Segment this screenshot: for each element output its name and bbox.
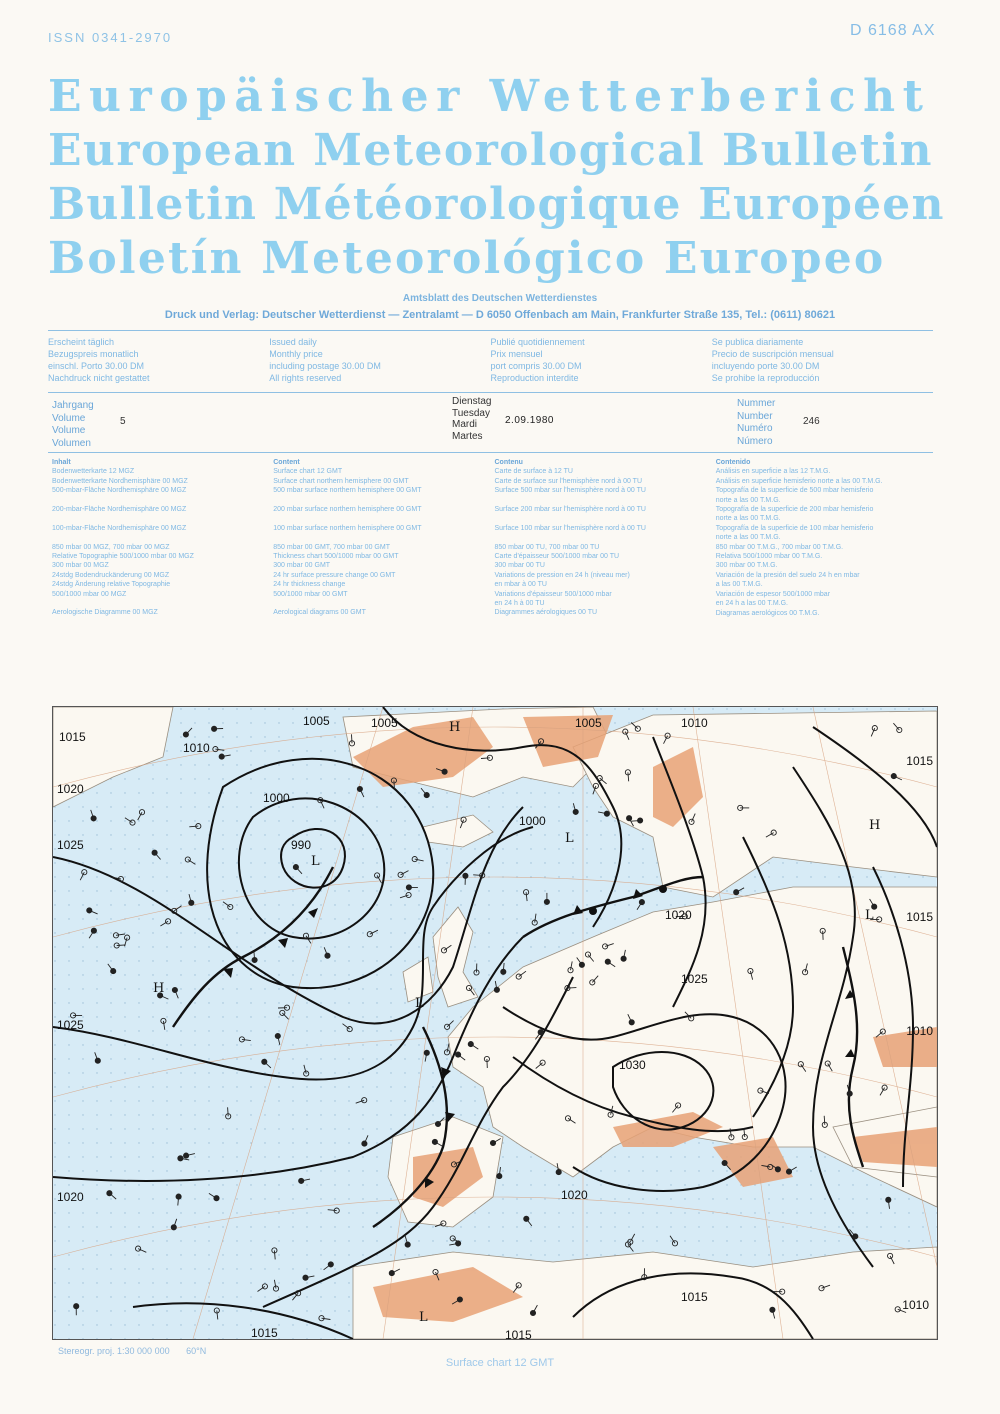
- wind-barb: [473, 875, 482, 876]
- contents-item: Bodenwetterkarte Nordhemisphäre 00 MGZ: [52, 477, 188, 485]
- projection-scale: Stereogr. proj. 1:30 000 000: [58, 1346, 170, 1356]
- wind-barb: [117, 945, 126, 946]
- contents-item: Bodenwetterkarte 12 MGZ: [52, 468, 135, 476]
- low-pressure-center: L: [419, 1310, 428, 1325]
- contents-item: 500-mbar-Fläche Nordhemisphäre 00 MGZ: [52, 487, 187, 495]
- contents-item: Variations d'épaisseur 500/1000 mbar: [494, 590, 612, 598]
- isobar-label: 990: [291, 838, 312, 852]
- isobar-label: 1015: [906, 910, 933, 924]
- wind-barb: [567, 988, 576, 989]
- contents-item: norte a las 00 T.M.G.: [715, 515, 781, 523]
- volume-labels: Jahrgang Volume Volume Volumen: [52, 400, 94, 449]
- contents-item: Relativa 500/1000 mbar 00 T.M.G.: [715, 553, 823, 561]
- contents-item: 500/1000 mbar 00 GMT: [273, 590, 348, 598]
- contents-item: Carte d'épaisseur 500/1000 mbar 00 TU: [494, 553, 620, 561]
- contents-item: Diagrammes aérologiques 00 TU: [494, 609, 598, 617]
- high-pressure-center: H: [449, 720, 461, 735]
- low-pressure-center: L: [311, 854, 320, 869]
- isobar-label: 1005: [575, 716, 602, 730]
- station-circle: [775, 1167, 780, 1172]
- volume-number: 5: [120, 416, 126, 427]
- isobar-label: 1015: [505, 1328, 532, 1339]
- divider: [48, 452, 933, 453]
- isobar-label: 1025: [681, 972, 708, 986]
- contents-item: 24 hr surface pressure change 00 GMT: [273, 571, 396, 579]
- publication-info-en: Issued daily Monthly price including postage 30.00 DM All rights reserved: [269, 337, 381, 383]
- weekday-labels: Dienstag Tuesday Mardi Martes: [452, 396, 492, 442]
- contents-item: [52, 599, 273, 608]
- isobar-label: 1010: [906, 1024, 933, 1038]
- publisher-line: Druck und Verlag: Deutscher Wetterdienst — Zentralamt — D 6050 Offenbach am Main, Frankfurter Straße 135, Tel.: (0611) 80621: [164, 309, 836, 321]
- contents-item: Topografía de la superficie de 500 mbar hemisferio: [715, 487, 874, 495]
- publication-info: [48, 336, 933, 384]
- title-english: European Meteorological Bulletin: [48, 125, 933, 176]
- contents-item: 200 mbar surface northern hemisphere 00 GMT: [273, 506, 422, 514]
- map-caption: Surface chart 12 GMT: [445, 1357, 555, 1369]
- isobar-label: 1020: [57, 782, 84, 796]
- contents-item: Thickness chart 500/1000 mbar 00 GMT: [273, 553, 399, 561]
- contents-item: 200-mbar-Fläche Nordhemisphäre 00 MGZ: [52, 506, 187, 514]
- isobar-label: 1005: [371, 716, 398, 730]
- high-pressure-center: H: [869, 818, 881, 833]
- contents-item: Surface 200 mbar sur l'hemisphère nord à 00 TU: [494, 506, 646, 514]
- isobar-label: 1010: [183, 741, 210, 755]
- station-circle: [468, 1042, 473, 1047]
- latitude-note: 60°N: [186, 1346, 207, 1356]
- contents-item: Aerologische Diagramme 00 MGZ: [52, 609, 158, 617]
- contents-item: 300 mbar 00 TU: [494, 562, 545, 570]
- isobar-label: 1025: [57, 1018, 84, 1032]
- wind-barb: [394, 781, 395, 790]
- isobar-label: 1015: [681, 1290, 708, 1304]
- contents-item: [52, 496, 273, 505]
- wind-barb: [352, 734, 353, 743]
- publication-info-es: Se publica diariamente Precio de suscripción mensual incluyendo porte 30.00 DM Se prohibe la reproducción: [711, 337, 834, 383]
- isobar-label: 1000: [519, 814, 546, 828]
- contents-item: 100-mbar-Fläche Nordhemisphäre 00 MGZ: [52, 524, 187, 532]
- contents-item: [52, 514, 273, 523]
- isobar-label: 1010: [902, 1298, 929, 1312]
- contents-item: 24stdg Änderung relative Topographie: [52, 581, 171, 589]
- contents-item: en 24 h a las 00 T.M.G.: [715, 600, 788, 608]
- issue-date: 2.09.1980: [505, 415, 554, 426]
- isobar-label: 1020: [561, 1188, 588, 1202]
- isobar-label: 1010: [681, 716, 708, 730]
- contents-item: 24stdg Bodendruckänderung 00 MGZ: [52, 571, 170, 579]
- publication-info-de: Erscheint täglich Bezugspreis monatlich einschl. Porto 30.00 DM Nachdruck nicht gestattet: [48, 337, 150, 383]
- station-circle: [629, 1020, 634, 1025]
- contents-item: Surface chart northern hemisphere 00 GMT: [273, 477, 409, 485]
- contents-es: Contenido Análisis en superficie a las 12 T.M.G. Análisis en superficie hemisferio norte a las 00 T.M.G. Topografía de la superficie de 500 mbar hemisferio norte a las 00 T.M.G. Topografía de la superficie de 200 mbar hemisferio norte a las 00 T.M.G. Topografía de la superficie de 100 mbar hemisferio norte a las 00 T.M.G. 850 mbar 00 T.M.G., 700 mbar 00 T.M.G. Relativa 500/1000 mbar 00 T.M.G. 300 mbar 00 T.M.G. Variación de la presión del suelo 24 h en mbar a las 00 T.M.G. Variación de espesor 500/1000 mbar en 24 h a las 00 T.M.G. Diagramas aerológicos 00 T.M.G.: [716, 458, 937, 618]
- isobar-label: 1015: [59, 730, 86, 744]
- contents-item: Surface chart 12 GMT: [273, 468, 343, 476]
- publication-info-fr: Publié quotidiennement Prix mensuel port compris 30.00 DM Reproduction interdite: [490, 337, 585, 383]
- contents-item: Variación de la presión del suelo 24 h en mbar: [715, 571, 860, 579]
- station-circle: [171, 1225, 176, 1230]
- contents-item: 300 mbar 00 MGZ: [52, 562, 109, 570]
- contents-item: Relative Topographie 500/1000 mbar 00 MGZ: [52, 553, 194, 561]
- contents-item: Surface 500 mbar sur l'hemisphère nord à 00 TU: [494, 487, 646, 495]
- contents-item: [52, 533, 273, 542]
- contents-item: Surface 100 mbar sur l'hemisphère nord à 00 TU: [494, 524, 646, 532]
- station-circle: [627, 816, 632, 821]
- contents-item: 500 mbar surface northern hemisphere 00 GMT: [273, 487, 422, 495]
- contents-item: [495, 514, 716, 523]
- divider: [48, 330, 933, 331]
- contents-item: norte a las 00 T.M.G.: [715, 534, 781, 542]
- isobar-label: 1015: [251, 1326, 278, 1339]
- title-spanish: Boletín Meteorológico Europeo: [48, 233, 886, 284]
- official-gazette-line: Amtsblatt des Deutschen Wetterdienstes: [402, 293, 598, 304]
- contents-item: 850 mbar 00 TU, 700 mbar 00 TU: [494, 543, 600, 551]
- isobar-label: 1000: [263, 791, 290, 805]
- contents-item: [495, 533, 716, 542]
- contents-item: Diagramas aerológicos 00 T.M.G.: [715, 609, 820, 617]
- station-circle: [189, 900, 194, 905]
- contents-item: Topografía de la superficie de 200 mbar hemisferio: [715, 506, 874, 514]
- isobar-label: 1030: [619, 1058, 646, 1072]
- contents-item: Topografía de la superficie de 100 mbar hemisferio: [715, 524, 874, 532]
- station-circle: [639, 900, 644, 905]
- contents-item: [273, 599, 494, 608]
- station-circle: [573, 809, 578, 814]
- wind-barb: [824, 1116, 825, 1125]
- contents-item: [495, 496, 716, 505]
- contents-item: 500/1000 mbar 00 MGZ: [52, 590, 127, 598]
- isobar-label: 1025: [57, 838, 84, 852]
- title-german: Europäischer Wetterbericht: [48, 71, 931, 122]
- contents-item: 850 mbar 00 T.M.G., 700 mbar 00 T.M.G.: [715, 543, 844, 551]
- weather-map-svg: [53, 707, 937, 1339]
- contents-en: Content Surface chart 12 GMT Surface chart northern hemisphere 00 GMT 500 mbar surface northern hemisphere 00 GMT 200 mbar surface northern hemisphere 00 GMT 100 mbar surface northern hemisphere 00 GMT 850 mbar 00 GMT, 700 mbar 00 GMT Thickness chart 500/1000 mbar 00 GMT 300 mbar 00 GMT 24 hr surface pressure change 00 GMT 24 hr thickness change 500/1000 mbar 00 GMT Aerological diagrams 00 GMT: [273, 458, 494, 618]
- contents-item: Carte de surface sur l'hemisphère nord à 00 TU: [494, 477, 643, 485]
- surface-weather-map: [52, 706, 938, 1340]
- contents-item: Aerological diagrams 00 GMT: [273, 609, 366, 617]
- contents-item: Variación de espesor 500/1000 mbar: [715, 590, 831, 598]
- contents-item: [273, 514, 494, 523]
- contents-item: 100 mbar surface northern hemisphere 00 GMT: [273, 524, 422, 532]
- wind-barb: [228, 1107, 229, 1116]
- station-circle: [91, 928, 96, 933]
- table-of-contents: [52, 458, 937, 618]
- contents-item: Análisis en superficie hemisferio norte a las 00 T.M.G.: [715, 477, 883, 485]
- contents-item: a las 00 T.M.G.: [715, 581, 763, 589]
- divider: [48, 392, 933, 393]
- isobar-label: 1015: [906, 754, 933, 768]
- low-pressure-center: L: [565, 831, 574, 846]
- contents-item: 850 mbar 00 GMT, 700 mbar 00 GMT: [273, 543, 390, 551]
- contents-item: 850 mbar 00 MGZ, 700 mbar 00 MGZ: [52, 543, 170, 551]
- issue-number: 246: [803, 416, 820, 427]
- low-pressure-center: L: [865, 908, 874, 923]
- contents-item: en 24 h à 00 TU: [494, 600, 545, 608]
- contents-item: 300 mbar 00 GMT: [273, 562, 331, 570]
- contents-item: 300 mbar 00 T.M.G.: [715, 562, 778, 570]
- issn: ISSN 0341-2970: [48, 30, 173, 45]
- contents-item: 24 hr thickness change: [273, 581, 346, 589]
- contents-item: Variations de pression en 24 h (niveau mer): [494, 571, 630, 579]
- projection-note: [58, 1346, 206, 1356]
- isobar-label: 1005: [303, 714, 330, 728]
- high-pressure-center: H: [153, 981, 165, 996]
- contents-fr: Contenu Carte de surface à 12 TU Carte de surface sur l'hemisphère nord à 00 TU Surface 500 mbar sur l'hemisphère nord à 00 TU Surface 200 mbar sur l'hemisphère nord à 00 TU Surface 100 mbar sur l'hemisphère nord à 00 TU 850 mbar 00 TU, 700 mbar 00 TU Carte d'épaisseur 500/1000 mbar 00 TU 300 mbar 00 TU Variations de pression en 24 h (niveau mer) en mbar à 00 TU Variations d'épaisseur 500/1000 mbar en 24 h à 00 TU Diagrammes aérologiques 00 TU: [495, 458, 716, 618]
- low-pressure-center: L: [415, 996, 424, 1011]
- number-labels: Nummer Number Numéro Número: [737, 398, 776, 447]
- contents-item: Carte de surface à 12 TU: [494, 468, 573, 476]
- contents-item: en mbar à 00 TU: [494, 581, 547, 589]
- station-circle: [172, 987, 177, 992]
- contents-item: [273, 533, 494, 542]
- isobar-label: 1020: [665, 908, 692, 922]
- contents-item: [273, 496, 494, 505]
- title-block: [48, 70, 945, 286]
- isobar-label: 1020: [57, 1190, 84, 1204]
- contents-de: Inhalt Bodenwetterkarte 12 MGZ Bodenwetterkarte Nordhemisphäre 00 MGZ 500-mbar-Fläche Nordhemisphäre 00 MGZ 200-mbar-Fläche Nordhemisphäre 00 MGZ 100-mbar-Fläche Nordhemisphäre 00 MGZ 850 mbar 00 MGZ, 700 mbar 00 MGZ Relative Topographie 500/1000 mbar 00 MGZ 300 mbar 00 MGZ 24stdg Bodendruckänderung 00 MGZ 24stdg Änderung relative Topographie 500/1000 mbar 00 MGZ Aerologische Diagramme 00 MGZ: [52, 458, 273, 618]
- contents-item: norte a las 00 T.M.G.: [715, 496, 781, 504]
- publication-code: D 6168 AX: [850, 22, 936, 39]
- station-circle: [91, 816, 96, 821]
- title-french: Bulletin Météorologique Européen: [48, 179, 945, 230]
- contents-item: Análisis en superficie a las 12 T.M.G.: [715, 468, 831, 476]
